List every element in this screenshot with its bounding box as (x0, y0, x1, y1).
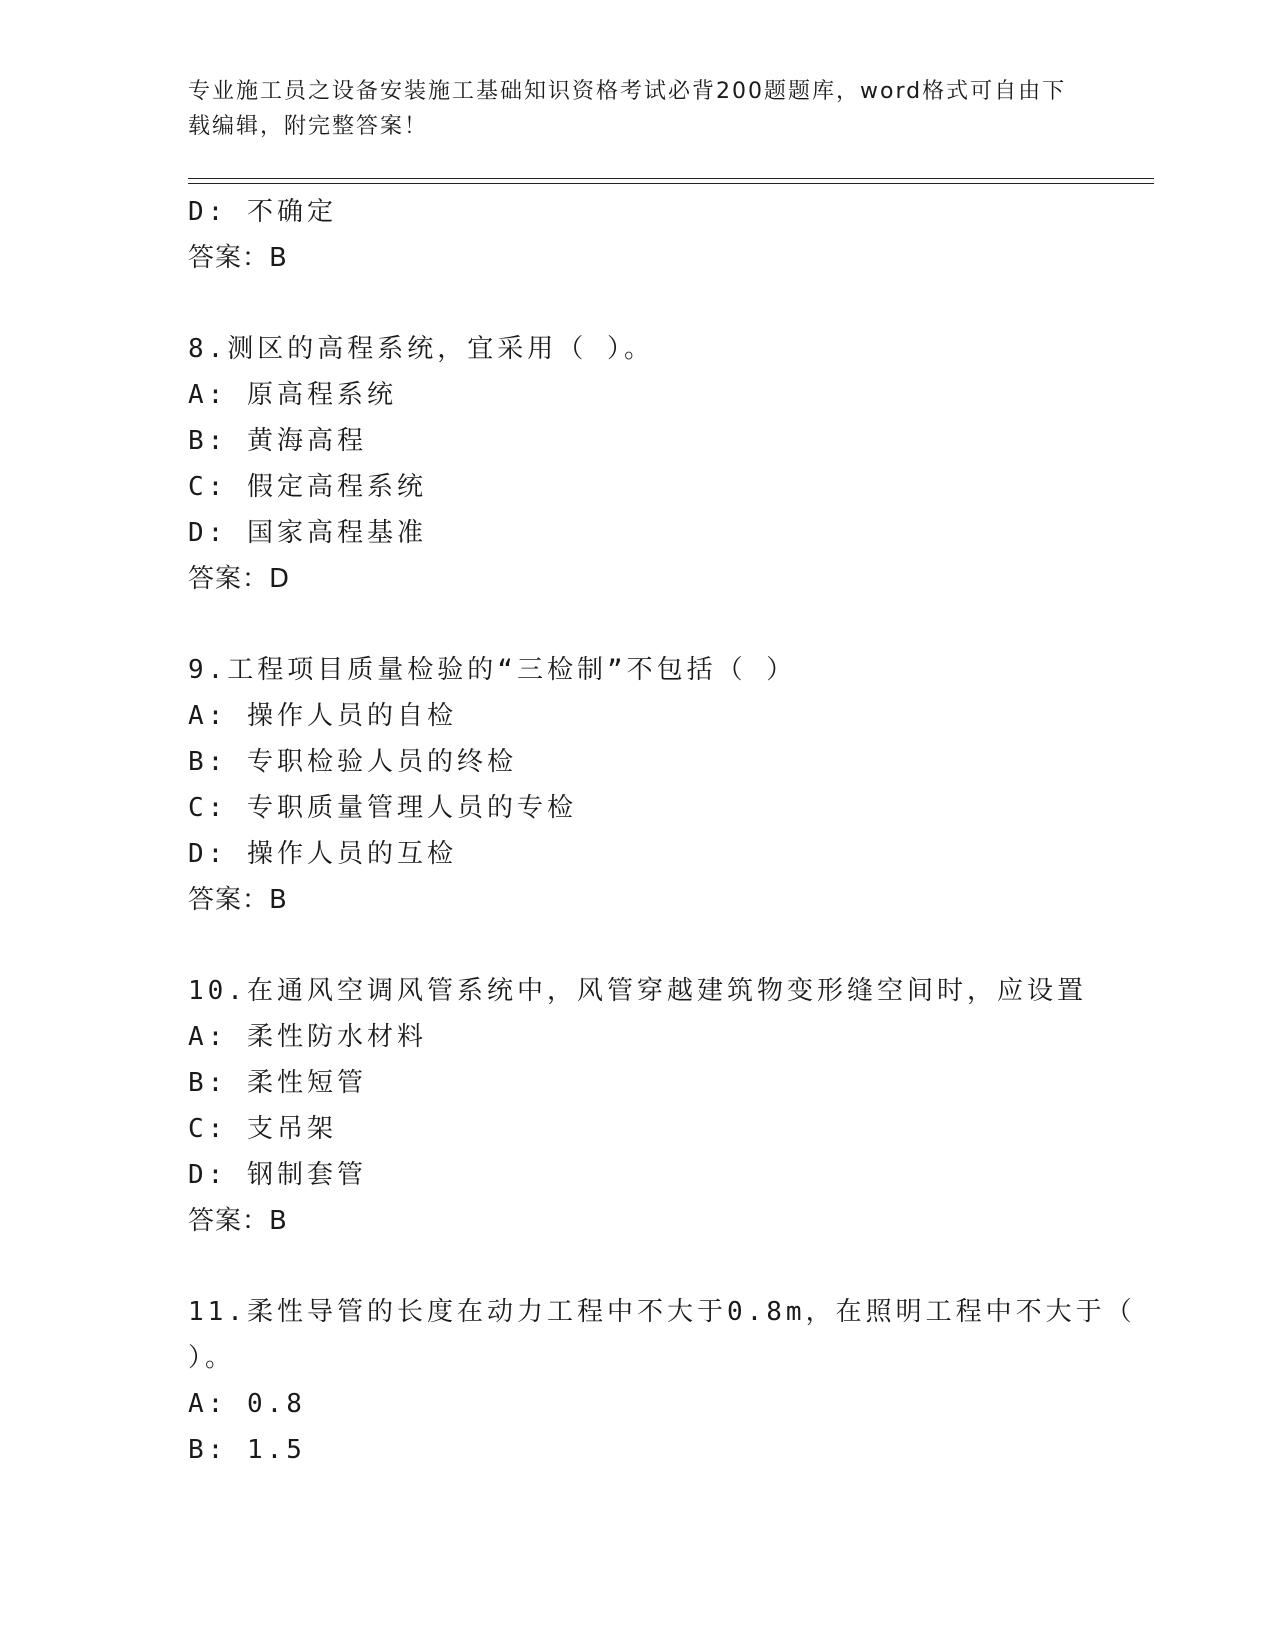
document-header: 专业施工员之设备安装施工基础知识资格考试必背200题题库，word格式可自由下载编辑，附完整答案！ (188, 79, 1067, 139)
option-a: A: 柔性防水材料 (188, 1022, 427, 1052)
option-a: A: 操作人员的自检 (188, 701, 457, 731)
option-c: C: 假定高程系统 (188, 472, 427, 502)
option-c: C: 专职质量管理人员的专检 (188, 793, 577, 823)
option-a: A: 0.8 (188, 1389, 306, 1419)
question-list (188, 189, 1136, 1473)
option-d: D: 操作人员的互检 (188, 839, 457, 869)
option-d: D: 不确定 (188, 197, 337, 227)
option-b: B: 专职检验人员的终检 (188, 747, 517, 777)
option-d: D: 钢制套管 (188, 1160, 367, 1190)
question-stem: 8.测区的高程系统，宜采用（ ）。 (188, 334, 654, 364)
answer-line: 答案：B (188, 243, 288, 273)
option-b: B: 黄海高程 (188, 426, 367, 456)
header-divider-bottom (188, 183, 1154, 184)
question-stem: 11.柔性导管的长度在动力工程中不大于0.8m，在照明工程中不大于（ (188, 1297, 1136, 1327)
question-stem: 9.工程项目质量检验的“三检制”不包括（ ） (188, 655, 797, 685)
question-stem: 10.在通风空调风管系统中，风管穿越建筑物变形缝空间时，应设置 (188, 976, 1087, 1006)
header-divider-top (188, 178, 1154, 179)
answer-line: 答案：B (188, 885, 288, 915)
option-b: B: 柔性短管 (188, 1068, 367, 1098)
option-d: D: 国家高程基准 (188, 518, 427, 548)
answer-line: 答案：B (188, 1206, 288, 1236)
option-a: A: 原高程系统 (188, 380, 397, 410)
answer-line: 答案：D (188, 564, 291, 594)
option-c: C: 支吊架 (188, 1114, 337, 1144)
question-stem-continued: ）。 (188, 1343, 236, 1373)
option-b: B: 1.5 (188, 1435, 306, 1465)
